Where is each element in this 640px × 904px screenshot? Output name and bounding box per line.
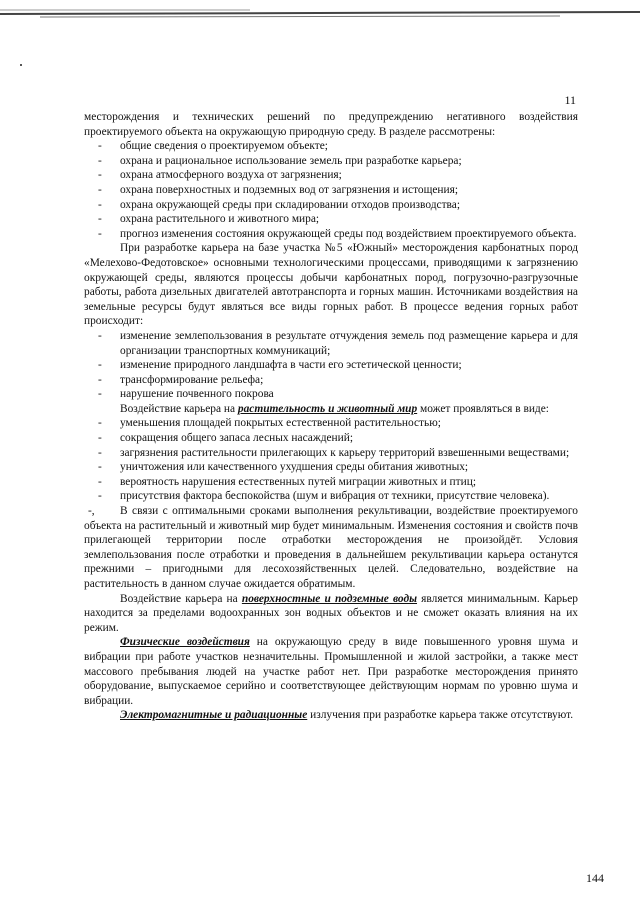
- list-item: - нарушение почвенного покрова: [98, 388, 274, 401]
- flora-fauna-effects-list: [84, 416, 578, 504]
- list-item: - трансформирование рельефа;: [98, 373, 264, 386]
- document-body: [84, 110, 578, 723]
- list-item: - прогноз изменения состояния окружающей среды под воздействием проектируемого объекта.: [98, 227, 577, 240]
- footer-page-number: 144: [586, 871, 604, 885]
- list-item: - уменьшения площадей покрытых естественной растительностью;: [98, 417, 441, 430]
- electromagnetic-paragraph: Электромагнитные и радиационные излучения при разработке карьера также отсутствуют.: [120, 709, 574, 722]
- emphasis-physical: Физические воздействия: [120, 636, 250, 649]
- list-item: - охрана растительного и животного мира;: [98, 213, 320, 226]
- flora-fauna-intro: Воздействие карьера на растительность и животный мир может проявляться в виде:: [120, 402, 549, 415]
- list-item: - общие сведения о проектируемом объекте;: [98, 140, 328, 153]
- list-item: - изменение природного ландшафта в части его эстетической ценности;: [98, 359, 462, 372]
- emphasis-water: поверхностные и подземные воды: [241, 592, 418, 605]
- list-item: - изменение землепользования в результате отчуждения земель под размещение карьера и для организации транспортных коммуникаций;: [98, 329, 578, 357]
- scan-artifact-lines: [0, 0, 640, 30]
- intro-paragraph: месторождения и технических решений по предупреждению негативного воздействия проектируемого объекта на окружающую природную среду. В разделе рассмотрены:: [84, 111, 578, 138]
- list-item: - охрана окружающей среды при складировании отходов производства;: [98, 198, 460, 211]
- list-item: - присутствия фактора беспокойства (шум и вибрация от техники, присутствие человека).: [98, 490, 550, 503]
- scan-speck: [20, 64, 22, 66]
- list-item: - загрязнения растительности прилегающих к карьеру территорий взвешенными веществами;: [98, 446, 570, 459]
- side-mark: -,: [88, 505, 95, 518]
- list-item: - сокращения общего запаса лесных насаждений;: [98, 432, 353, 445]
- recultivation-paragraph: -, В связи с оптимальными сроками выполнения рекультивации, воздействие проектируемого объекта на растительный и животный мир будет минимальным. Изменения состояния и свойств почв прилегающей территории после отработки месторождения не произойдёт. Условия землепользования после отработки и проведения в дальнейшем рекультивации карьера останутся прежними – пригодными для лесохозяйственных целей. Следовательно, воздействие на растительность в данном случае ожидается обратимым.: [84, 505, 578, 590]
- quarry-paragraph: При разработке карьера на базе участка №5 «Южный» месторождения карбонатных пород «Мелехово-Федотовское» основными технологическими процессами, приводящими к загрязнению окружающей среды, являются процессы добычи карбонатных пород, погрузочно-разгрузочные работы, работа дизельных двигателей автотранспорта и горных машин. Источниками воздействия на земельные ресурсы будут являться все виды горных работ. В процессе ведения горных работ происходит:: [84, 242, 578, 328]
- sections-list: [84, 139, 578, 241]
- list-item: - уничтожения или качественного ухудшения среды обитания животных;: [98, 461, 469, 474]
- water-paragraph: Воздействие карьера на поверхностные и подземные воды является минимальным. Карьер находится за пределами водоохранных зон водных объектов и не сможет оказать влияния на их режим.: [84, 592, 578, 634]
- list-item: - вероятность нарушения естественных путей миграции животных и птиц;: [98, 475, 476, 488]
- emphasis-electromagnetic: Электромагнитные и радиационные: [120, 709, 308, 722]
- list-item: - охрана атмосферного воздуха от загрязнения;: [98, 169, 342, 182]
- physical-paragraph: Физические воздействия на окружающую среду в виде повышенного уровня шума и вибрации при работе участков незначительны. Промышленной и жилой застройки, а также мест массового пребывания людей на участке работ нет. При разработке месторождения принято оборудование, выпускаемое серийно и соответствующее действующим нормам по уровню шума и вибрации.: [84, 636, 578, 707]
- mining-effects-list: [84, 329, 578, 402]
- emphasis-flora-fauna: растительность и животный мир: [237, 402, 418, 415]
- header-page-number: 11: [564, 93, 576, 107]
- list-item: - охрана и рациональное использование земель при разработке карьера;: [98, 154, 462, 167]
- list-item: - охрана поверхностных и подземных вод от загрязнения и истощения;: [98, 183, 459, 196]
